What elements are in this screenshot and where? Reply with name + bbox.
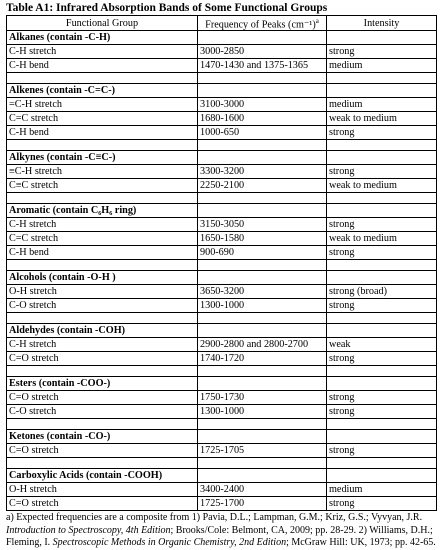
vibration-mode: C=O stretch xyxy=(7,391,198,405)
frequency-range: 1750-1730 xyxy=(198,391,327,405)
vibration-mode: C-H stretch xyxy=(7,218,198,232)
table-row xyxy=(7,497,437,511)
vibration-mode: C=O stretch xyxy=(7,497,198,511)
intensity-value: strong xyxy=(327,405,437,419)
section-header-row xyxy=(7,430,437,444)
frequency-range: 1725-1700 xyxy=(198,497,327,511)
ir-absorption-table xyxy=(6,15,437,511)
intensity-value: weak to medium xyxy=(327,232,437,246)
table-row xyxy=(7,405,437,419)
section-frequency-cell xyxy=(198,324,327,338)
section-frequency-cell xyxy=(198,469,327,483)
spacer-cell xyxy=(198,366,327,377)
section-frequency-cell xyxy=(198,204,327,218)
header-row xyxy=(7,16,437,31)
vibration-mode: C-H stretch xyxy=(7,338,198,352)
spacer-cell xyxy=(7,193,198,204)
table-body xyxy=(7,31,437,511)
footnote-text-3: ; McGraw Hill: UK, 1973; pp. 42-65. xyxy=(286,537,436,549)
intensity-value: strong (broad) xyxy=(327,285,437,299)
frequency-range: 1725-1705 xyxy=(198,444,327,458)
header-functional-group: Functional Group xyxy=(7,16,198,31)
intensity-value: medium xyxy=(327,483,437,497)
table-row xyxy=(7,391,437,405)
table-row xyxy=(7,232,437,246)
spacer-cell xyxy=(7,260,198,271)
section-intensity-cell xyxy=(327,84,437,98)
vibration-mode: O-H stretch xyxy=(7,483,198,497)
section-frequency-cell xyxy=(198,84,327,98)
table-row xyxy=(7,444,437,458)
section-intensity-cell xyxy=(327,469,437,483)
spacer-cell xyxy=(327,193,437,204)
intensity-value: medium xyxy=(327,59,437,73)
section-intensity-cell xyxy=(327,377,437,391)
spacer-row xyxy=(7,140,437,151)
vibration-mode: C=C stretch xyxy=(7,232,198,246)
intensity-value: strong xyxy=(327,218,437,232)
section-frequency-cell xyxy=(198,430,327,444)
intensity-value: medium xyxy=(327,98,437,112)
frequency-range: 1740-1720 xyxy=(198,352,327,366)
table-row xyxy=(7,126,437,140)
spacer-cell xyxy=(198,313,327,324)
section-intensity-cell xyxy=(327,324,437,338)
table-row xyxy=(7,59,437,73)
header-intensity: Intensity xyxy=(327,16,437,31)
vibration-mode: C≡C stretch xyxy=(7,179,198,193)
spacer-row xyxy=(7,313,437,324)
section-name: Aromatic (contain C₆H₆ ring) xyxy=(7,204,198,218)
spacer-cell xyxy=(7,140,198,151)
table-row xyxy=(7,338,437,352)
section-frequency-cell xyxy=(198,31,327,45)
spacer-cell xyxy=(327,313,437,324)
vibration-mode: C-O stretch xyxy=(7,405,198,419)
frequency-range: 1680-1600 xyxy=(198,112,327,126)
spacer-cell xyxy=(327,419,437,430)
frequency-range: 1300-1000 xyxy=(198,299,327,313)
frequency-range: 3000-2850 xyxy=(198,45,327,59)
table-row xyxy=(7,483,437,497)
spacer-cell xyxy=(198,73,327,84)
frequency-range: 900-690 xyxy=(198,246,327,260)
section-intensity-cell xyxy=(327,430,437,444)
spacer-cell xyxy=(7,419,198,430)
footnote xyxy=(6,512,436,549)
section-name: Ketones (contain -CO-) xyxy=(7,430,198,444)
frequency-range: 3650-3200 xyxy=(198,285,327,299)
spacer-cell xyxy=(198,419,327,430)
intensity-value: weak to medium xyxy=(327,112,437,126)
spacer-cell xyxy=(7,73,198,84)
spacer-cell xyxy=(7,313,198,324)
table-row xyxy=(7,299,437,313)
spacer-row xyxy=(7,193,437,204)
intensity-value: strong xyxy=(327,246,437,260)
section-name: Aldehydes (contain -COH) xyxy=(7,324,198,338)
footnote-text-2: ; Brooks/Cole: Belmont, CA, 2009; pp. 28-29. 2) Williams, D.H.; Fleming, I. xyxy=(6,524,433,549)
frequency-range: 1300-1000 xyxy=(198,405,327,419)
section-header-row xyxy=(7,469,437,483)
spacer-row xyxy=(7,458,437,469)
vibration-mode: C-H bend xyxy=(7,59,198,73)
table-row xyxy=(7,246,437,260)
frequency-range: 3150-3050 xyxy=(198,218,327,232)
spacer-cell xyxy=(7,366,198,377)
section-intensity-cell xyxy=(327,31,437,45)
section-header-row xyxy=(7,84,437,98)
footnote-book-title-1: Introduction to Spectroscopy, 4th Edition xyxy=(6,524,171,536)
header-frequency-footnote-mark: a xyxy=(315,17,319,25)
section-intensity-cell xyxy=(327,271,437,285)
spacer-cell xyxy=(198,193,327,204)
vibration-mode: C=C stretch xyxy=(7,112,198,126)
table-row xyxy=(7,285,437,299)
intensity-value: weak to medium xyxy=(327,179,437,193)
section-name: Alkynes (contain -C≡C-) xyxy=(7,151,198,165)
vibration-mode: =C-H stretch xyxy=(7,98,198,112)
frequency-range: 1650-1580 xyxy=(198,232,327,246)
spacer-cell xyxy=(198,140,327,151)
section-name: Alcohols (contain -O-H ) xyxy=(7,271,198,285)
section-header-row xyxy=(7,151,437,165)
vibration-mode: C-H bend xyxy=(7,126,198,140)
footnote-text-1: a) Expected frequencies are a composite from 1) Pavia, D.L.; Lampman, G.M.; Kriz, G.S.; Vyvyan, J.R. xyxy=(6,512,423,524)
vibration-mode: C=O stretch xyxy=(7,444,198,458)
section-header-row xyxy=(7,377,437,391)
intensity-value: strong xyxy=(327,126,437,140)
spacer-cell xyxy=(198,260,327,271)
section-name: Carboxylic Acids (contain -COOH) xyxy=(7,469,198,483)
vibration-mode: O-H stretch xyxy=(7,285,198,299)
section-header-row xyxy=(7,271,437,285)
vibration-mode: C=O stretch xyxy=(7,352,198,366)
spacer-cell xyxy=(327,260,437,271)
spacer-cell xyxy=(198,458,327,469)
vibration-mode: C-O stretch xyxy=(7,299,198,313)
spacer-row xyxy=(7,73,437,84)
frequency-range: 2250-2100 xyxy=(198,179,327,193)
section-header-row xyxy=(7,31,437,45)
table-row xyxy=(7,179,437,193)
intensity-value: strong xyxy=(327,45,437,59)
section-frequency-cell xyxy=(198,271,327,285)
spacer-cell xyxy=(327,458,437,469)
spacer-row xyxy=(7,419,437,430)
table-row xyxy=(7,98,437,112)
table-row xyxy=(7,218,437,232)
intensity-value: strong xyxy=(327,352,437,366)
intensity-value: strong xyxy=(327,497,437,511)
section-name: Esters (contain -COO-) xyxy=(7,377,198,391)
intensity-value: strong xyxy=(327,165,437,179)
frequency-range: 1000-650 xyxy=(198,126,327,140)
section-name: Alkanes (contain -C-H) xyxy=(7,31,198,45)
frequency-range: 3300-3200 xyxy=(198,165,327,179)
vibration-mode: ≡C-H stretch xyxy=(7,165,198,179)
frequency-range: 3400-2400 xyxy=(198,483,327,497)
table-row xyxy=(7,112,437,126)
section-intensity-cell xyxy=(327,204,437,218)
header-frequency xyxy=(198,16,327,31)
intensity-value: strong xyxy=(327,444,437,458)
spacer-cell xyxy=(327,366,437,377)
spacer-cell xyxy=(327,140,437,151)
intensity-value: strong xyxy=(327,299,437,313)
spacer-row xyxy=(7,366,437,377)
section-header-row xyxy=(7,204,437,218)
frequency-range: 3100-3000 xyxy=(198,98,327,112)
intensity-value: strong xyxy=(327,391,437,405)
section-header-row xyxy=(7,324,437,338)
table-row xyxy=(7,45,437,59)
spacer-row xyxy=(7,260,437,271)
footnote-book-title-2: Spectroscopic Methods in Organic Chemistry, 2nd Edition xyxy=(52,537,287,549)
vibration-mode: C-H bend xyxy=(7,246,198,260)
spacer-cell xyxy=(327,73,437,84)
spacer-cell xyxy=(7,458,198,469)
section-name: Alkenes (contain -C=C-) xyxy=(7,84,198,98)
frequency-range: 1470-1430 and 1375-1365 xyxy=(198,59,327,73)
intensity-value: weak xyxy=(327,338,437,352)
table-row xyxy=(7,352,437,366)
section-frequency-cell xyxy=(198,377,327,391)
header-frequency-label: Frequency of Peaks (cm⁻¹) xyxy=(205,19,316,31)
table-title: Table A1: Infrared Absorption Bands of Some Functional Groups xyxy=(6,2,328,14)
vibration-mode: C-H stretch xyxy=(7,45,198,59)
section-intensity-cell xyxy=(327,151,437,165)
frequency-range: 2900-2800 and 2800-2700 xyxy=(198,338,327,352)
table-row xyxy=(7,165,437,179)
section-frequency-cell xyxy=(198,151,327,165)
